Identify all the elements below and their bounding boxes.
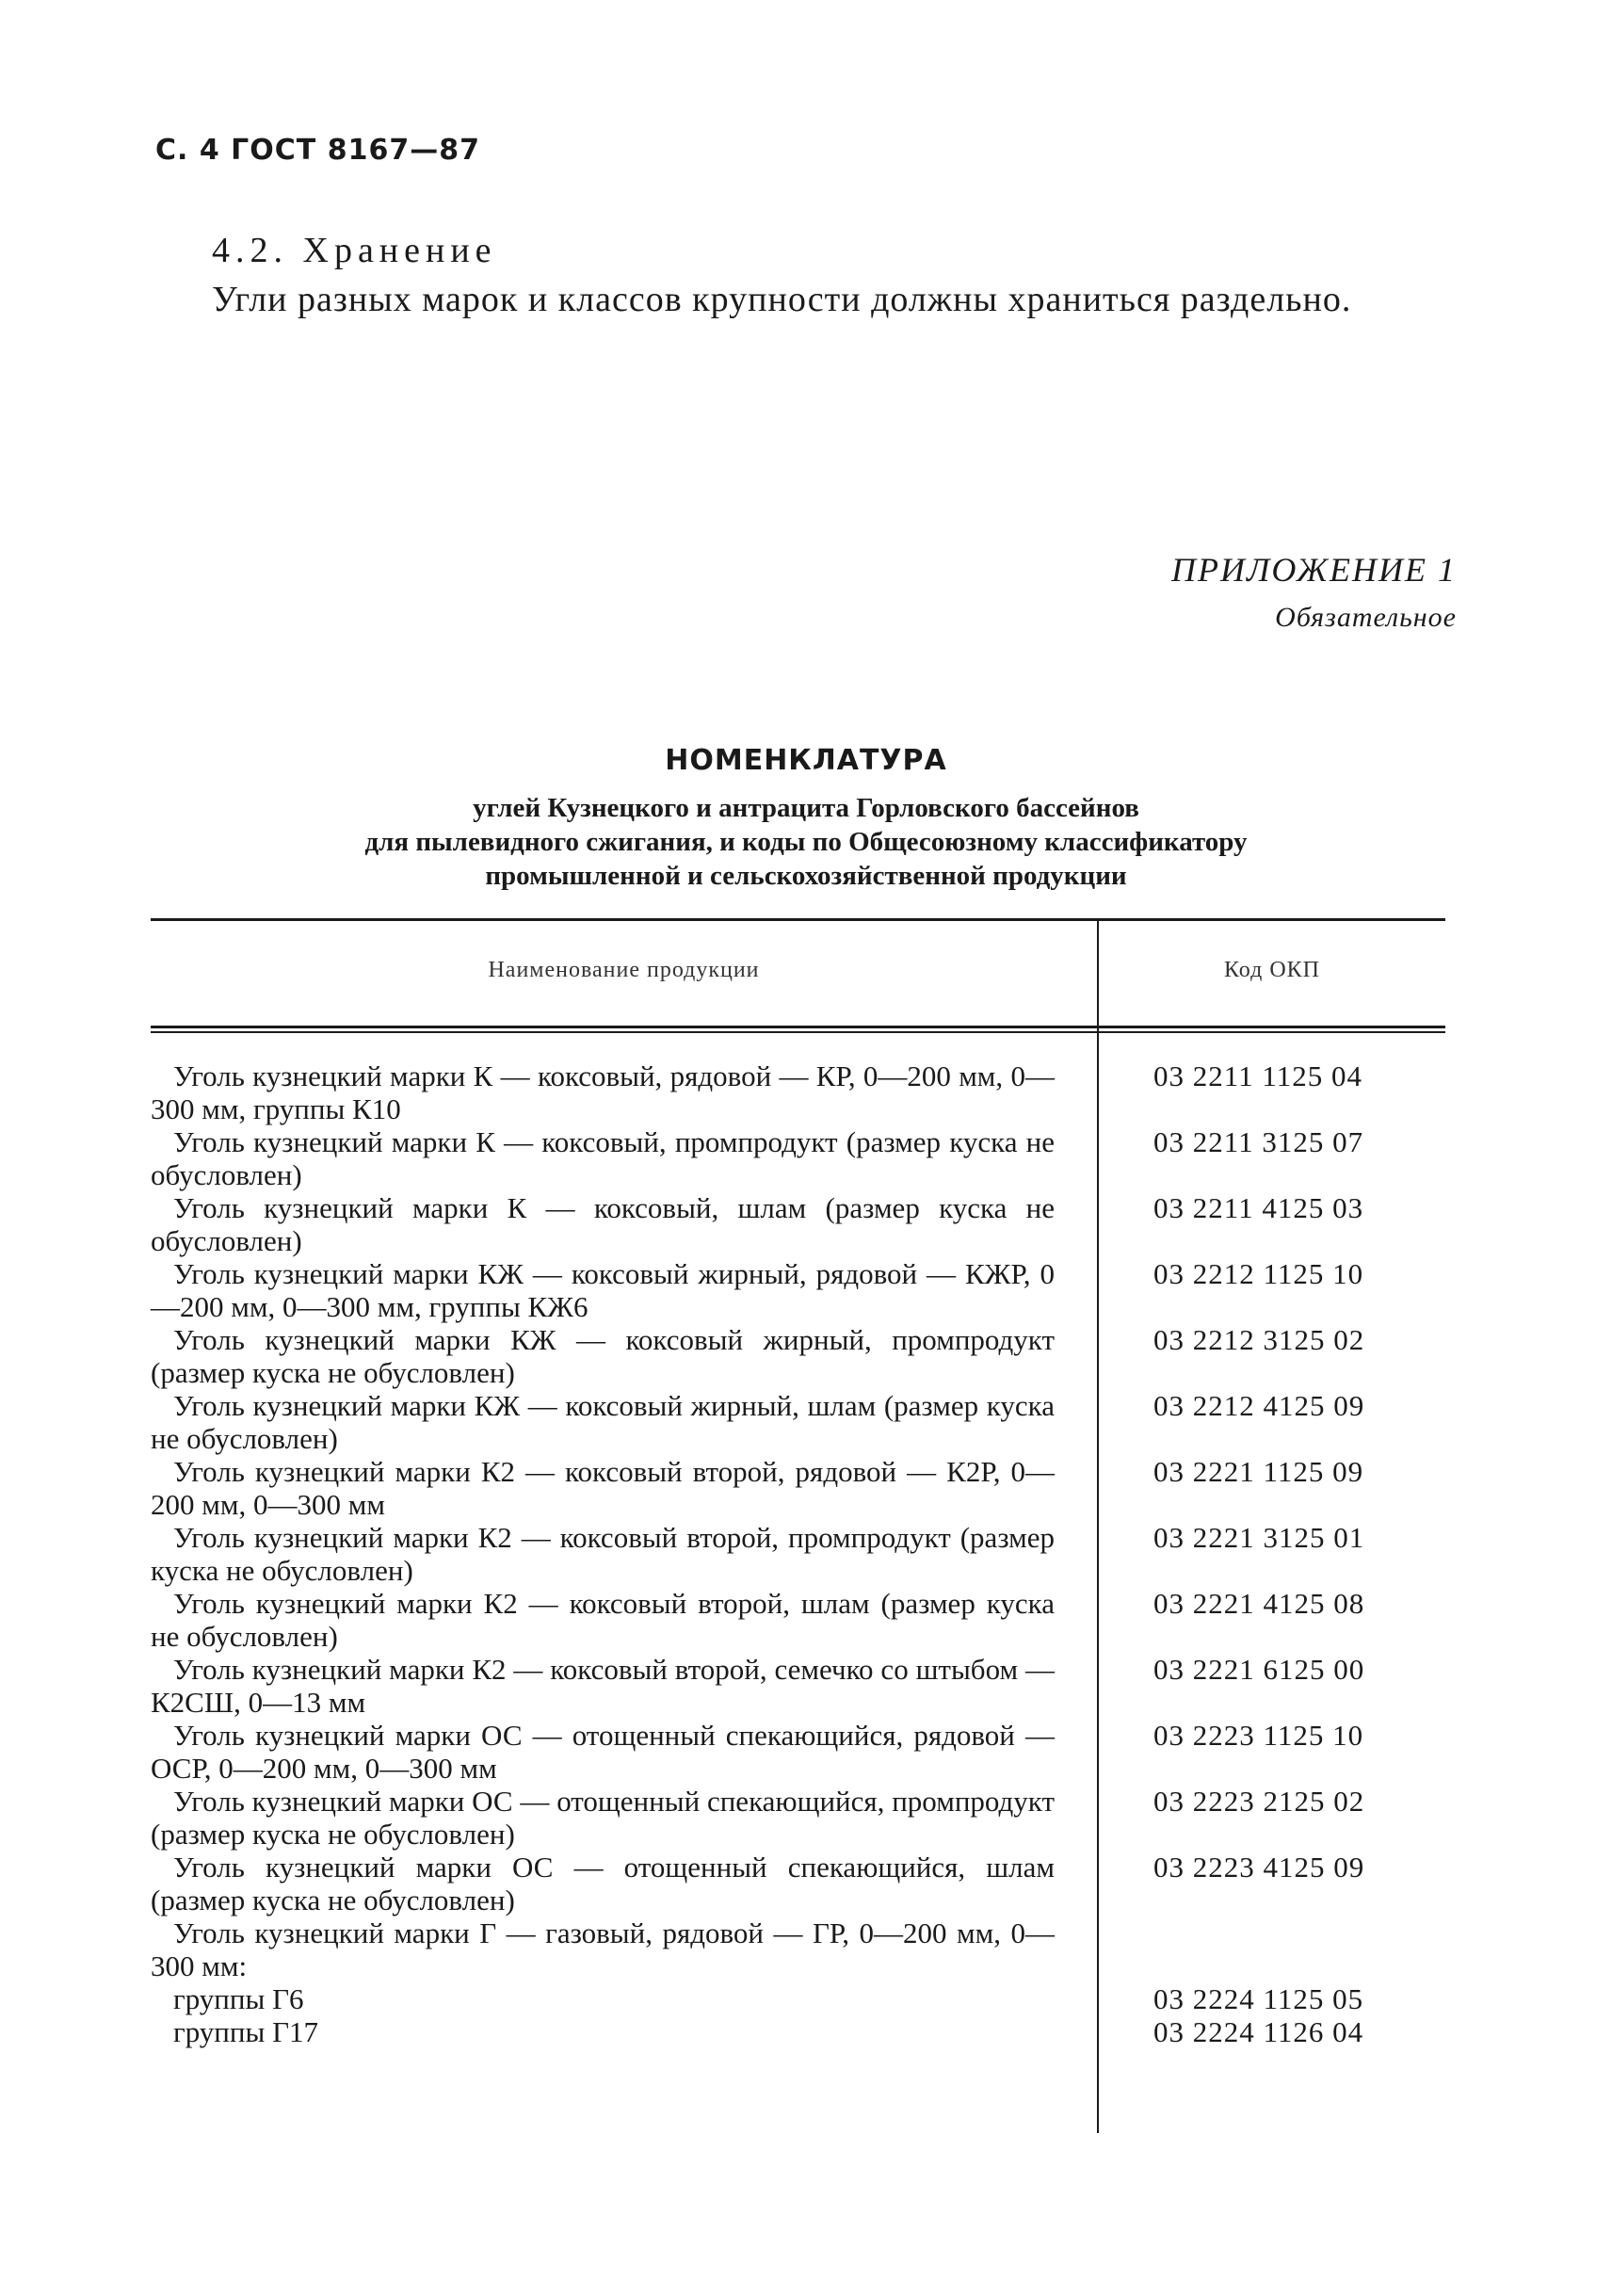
product-name: Уголь кузнецкий марки Г — газовый, рядовой — ГР, 0—200 мм, 0—300 мм: xyxy=(151,1916,1055,1982)
okp-code: 03 2212 1125 10 xyxy=(1153,1257,1364,1290)
storage-section xyxy=(155,226,1464,324)
table-row xyxy=(151,1653,1445,1719)
table-row xyxy=(151,1059,1445,1125)
section-text: Угли разных марок и классов крупности должны храниться раздельно. xyxy=(212,280,1352,319)
table-row xyxy=(151,1323,1445,1389)
table-row xyxy=(151,1389,1445,1455)
nomenclature-subtitle xyxy=(141,791,1471,893)
table-row xyxy=(151,1785,1445,1851)
okp-code: 03 2223 1125 10 xyxy=(1153,1719,1364,1752)
product-name: Уголь кузнецкий марки К — коксовый, рядовой — КР, 0—200 мм, 0—300 мм, группы К10 xyxy=(151,1059,1055,1125)
okp-code: 03 2221 3125 01 xyxy=(1153,1521,1365,1554)
column-header-code: Код ОКП xyxy=(1223,958,1320,982)
product-name: Уголь кузнецкий марки ОС — отощенный спекающийся, шлам (размер куска не обусловлен) xyxy=(151,1851,1055,1916)
product-name: Уголь кузнецкий марки К — коксовый, промпродукт (размер куска не обусловлен) xyxy=(151,1125,1055,1191)
product-name: Уголь кузнецкий марки К — коксовый, шлам (размер куска не обусловлен) xyxy=(151,1191,1055,1257)
product-name: Уголь кузнецкий марки КЖ — коксовый жирный, промпродукт (размер куска не обусловлен) xyxy=(151,1323,1055,1389)
table-body xyxy=(151,1059,1445,2048)
okp-code: 03 2223 4125 09 xyxy=(1153,1851,1365,1884)
okp-code: 03 2221 1125 09 xyxy=(1153,1455,1364,1488)
okp-code: 03 2221 6125 00 xyxy=(1153,1653,1365,1686)
okp-code: 03 2212 4125 09 xyxy=(1153,1389,1365,1422)
subtitle-line: промышленной и сельскохозяйственной продукции xyxy=(485,861,1127,891)
table-row xyxy=(151,1587,1445,1653)
okp-code: 03 2212 3125 02 xyxy=(1153,1323,1365,1356)
table-row xyxy=(151,1455,1445,1521)
product-name: Уголь кузнецкий марки К2 — коксовый второй, шлам (размер куска не обусловлен) xyxy=(151,1587,1055,1653)
okp-code: 03 2221 4125 08 xyxy=(1153,1587,1365,1620)
okp-code: 03 2224 1125 05 xyxy=(1153,1982,1364,2015)
product-group: группы Г6 xyxy=(173,1982,304,2015)
section-title: 4.2. Хранение xyxy=(212,231,497,270)
product-name: Уголь кузнецкий марки ОС — отощенный спекающийся, рядовой — ОСР, 0—200 мм, 0—300 мм xyxy=(151,1719,1055,1785)
table-header-rule xyxy=(151,1031,1445,1033)
product-name: Уголь кузнецкий марки К2 — коксовый второй, рядовой — К2Р, 0—200 мм, 0—300 мм xyxy=(151,1455,1055,1521)
okp-code: 03 2211 1125 04 xyxy=(1153,1059,1362,1092)
okp-code xyxy=(1097,1916,1443,1982)
product-name: Уголь кузнецкий марки К2 — коксовый второй, промпродукт (размер куска не обусловлен) xyxy=(151,1521,1055,1587)
table-top-rule xyxy=(151,918,1445,921)
nomenclature-title: НОМЕНКЛАТУРА xyxy=(665,744,947,777)
product-group: группы Г17 xyxy=(173,2015,318,2048)
okp-code: 03 2223 2125 02 xyxy=(1153,1785,1365,1818)
table-row xyxy=(151,1191,1445,1257)
table-subrow xyxy=(151,1982,1445,2015)
okp-code: 03 2211 4125 03 xyxy=(1153,1191,1364,1224)
appendix-label xyxy=(1171,544,1457,640)
table-row xyxy=(151,1257,1445,1323)
table-subrow xyxy=(151,2015,1445,2048)
product-name: Уголь кузнецкий марки К2 — коксовый второй, семечко со штыбом — К2СШ, 0—13 мм xyxy=(151,1653,1055,1719)
table-row xyxy=(151,1719,1445,1785)
table-row xyxy=(151,1125,1445,1191)
table-row xyxy=(151,1851,1445,1916)
product-name: Уголь кузнецкий марки КЖ — коксовый жирный, рядовой — КЖР, 0—200 мм, 0—300 мм, группы КЖ6 xyxy=(151,1257,1055,1323)
okp-code: 03 2224 1126 04 xyxy=(1153,2015,1364,2048)
table-row xyxy=(151,1521,1445,1587)
subtitle-line: углей Кузнецкого и антрацита Горловского бассейнов xyxy=(473,793,1139,823)
table-header-rule xyxy=(151,1026,1445,1028)
appendix-title: ПРИЛОЖЕНИЕ 1 xyxy=(1171,551,1457,589)
product-name: Уголь кузнецкий марки ОС — отощенный спекающийся, промпродукт (размер куска не обусловлен) xyxy=(151,1785,1055,1851)
product-name: Уголь кузнецкий марки КЖ — коксовый жирный, шлам (размер куска не обусловлен) xyxy=(151,1389,1055,1455)
table-row xyxy=(151,1916,1445,1982)
column-header-name: Наименование продукции xyxy=(488,958,760,982)
appendix-note: Обязательное xyxy=(1275,602,1457,633)
okp-code: 03 2211 3125 07 xyxy=(1153,1125,1364,1158)
page-header: С. 4 ГОСТ 8167—87 xyxy=(155,134,480,167)
subtitle-line: для пылевидного сжигания, и коды по Общесоюзному классификатору xyxy=(364,827,1248,857)
